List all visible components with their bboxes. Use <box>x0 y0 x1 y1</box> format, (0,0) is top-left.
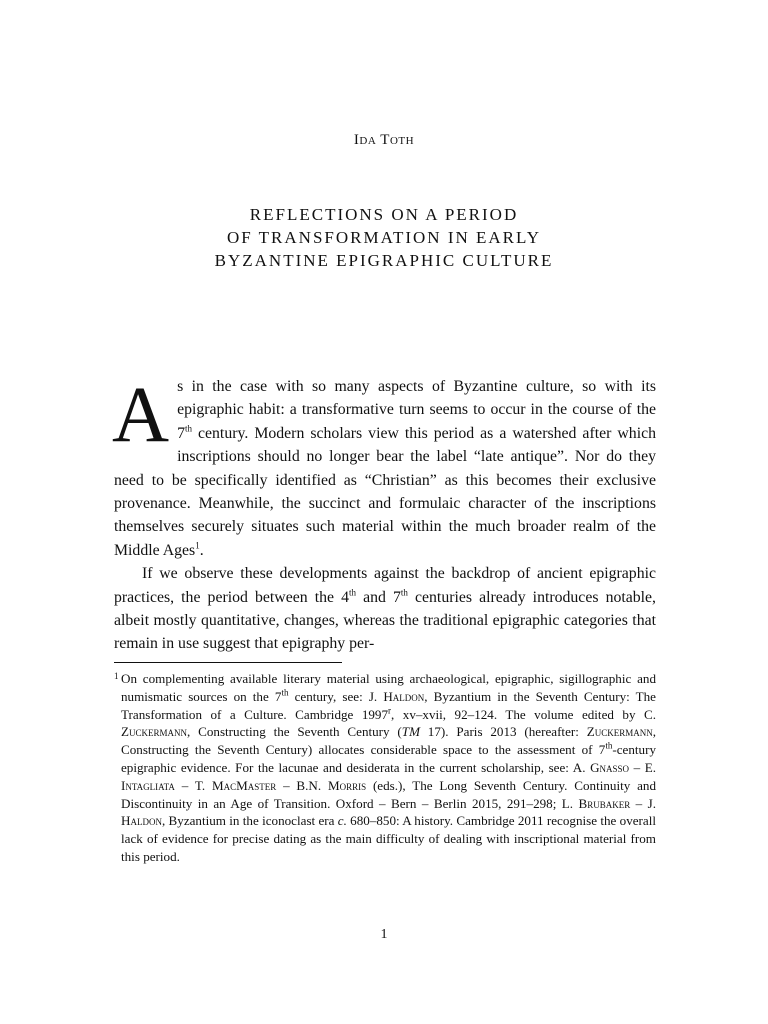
author-surname: Intagliata <box>121 777 175 793</box>
footnote-text-segment: On complementing available literary material using archaeological, epigraphic, sigillographic and numismatic sources on the 7 <box>121 671 656 704</box>
series-abbreviation: TM <box>401 724 420 740</box>
paragraph-2-text-c: centuries already introduces notable, albeit mostly quantitative, changes, whereas the traditional epigraphic categories that remain in use suggest that epigraphy per- <box>114 588 657 653</box>
footnote-reference[interactable]: 1 <box>195 540 200 551</box>
author-surname: Gnasso <box>590 759 630 775</box>
footnote-text-segment: 680–850: A history. Cambridge 2011 recognise the overall lack of evidence for precise dating as the main difficulty of dealing with inscriptional material from this period. <box>121 813 657 864</box>
author-surname: Zuckermann <box>586 724 653 740</box>
footnote-1 <box>114 670 656 866</box>
paragraph-2-text-b: and 7 <box>356 588 401 606</box>
footnote-text <box>121 670 656 866</box>
footnote-text-segment: (eds.), The Long Seventh Century. Continuity and Discontinuity in an Age of Transition. Oxford – Bern – Berlin 2015, 291–298; L. <box>121 777 656 811</box>
paragraph-2-text-a: If we observe these developments against the backdrop of ancient epigraphic practices, the period between the 4 <box>114 565 656 606</box>
title-line-1: REFLECTIONS ON A PERIOD <box>249 205 519 224</box>
footnote-text-segment: , Byzantium in the Seventh Century: The Transformation of a Culture. Cambridge 1997 <box>121 688 656 722</box>
article-title <box>0 203 768 272</box>
main-text <box>112 372 657 656</box>
title-line-2: OF TRANSFORMATION IN EARLY <box>227 228 541 247</box>
footnote-text-segment: – B.N. <box>276 777 328 793</box>
author-surname: Brubaker <box>578 795 631 811</box>
footnote-text-segment: , Byzantium in the iconoclast era <box>161 813 338 829</box>
author-surname: Haldon <box>383 688 425 704</box>
title-line-3: BYZANTINE EPIGRAPHIC CULTURE <box>214 251 554 270</box>
circa-abbreviation: c. <box>337 813 347 829</box>
footnote-text-segment: r <box>388 705 392 716</box>
author-surname: Morris <box>327 777 367 793</box>
author-surname: Haldon <box>121 813 162 829</box>
paragraph-1 <box>112 372 656 562</box>
footnote-text-segment: 17). Paris 2013 (hereafter: <box>419 724 587 740</box>
ordinal-superscript: th <box>349 587 357 598</box>
footnote-text-segment: th <box>605 740 613 751</box>
footnote-text-segment: – E. <box>629 759 656 775</box>
paragraph-1-text-c: . <box>199 541 204 559</box>
drop-cap: A <box>112 372 170 459</box>
footnote-text-segment: – J. <box>630 795 657 811</box>
footnote-text-segment: -century epigraphic evidence. For the lacunae and desiderata in the current scholarship, see: A. <box>121 742 656 775</box>
footnote-text-segment: , Constructing the Seventh Century ( <box>187 724 402 740</box>
footnote-divider <box>114 662 342 663</box>
author-surname: MacMaster <box>211 777 277 793</box>
paragraph-1-text-a: s in the case with so many aspects of Byzantine culture, so with its epigraphic habit: a transformative turn seems to occur in the course of the 7 <box>177 378 656 442</box>
paragraph-1-text-b: century. Modern scholars view this period as a watershed after which inscriptions should no longer bear the label “late antique”. Nor do they need to be specifically identified as “Christian” as this becomes their exclusive provenance. Meanwhile, the succinct and formulaic character of the inscriptions themselves securely situates such material within the much broader realm of the Middle Ages <box>114 424 656 559</box>
footnote-text-segment: , xv–xvii, 92–124. The volume edited by C. <box>391 706 656 722</box>
paragraph-2 <box>114 562 656 656</box>
author-name: Ida Toth <box>353 132 415 148</box>
author-surname: Zuckermann <box>121 724 188 740</box>
page-number: 1 <box>380 927 388 942</box>
footnote-text-segment: century, see: J. <box>288 688 384 704</box>
footnote-text-segment: , Constructing the Seventh Century) allocates considerable space to the assessment of 7 <box>121 724 657 758</box>
ordinal-superscript: th <box>184 423 192 434</box>
ordinal-superscript: th <box>400 587 408 598</box>
footnote-text-segment: th <box>281 687 289 698</box>
footnote-number: 1 <box>114 671 119 681</box>
footnote-text-segment: – T. <box>174 777 212 793</box>
